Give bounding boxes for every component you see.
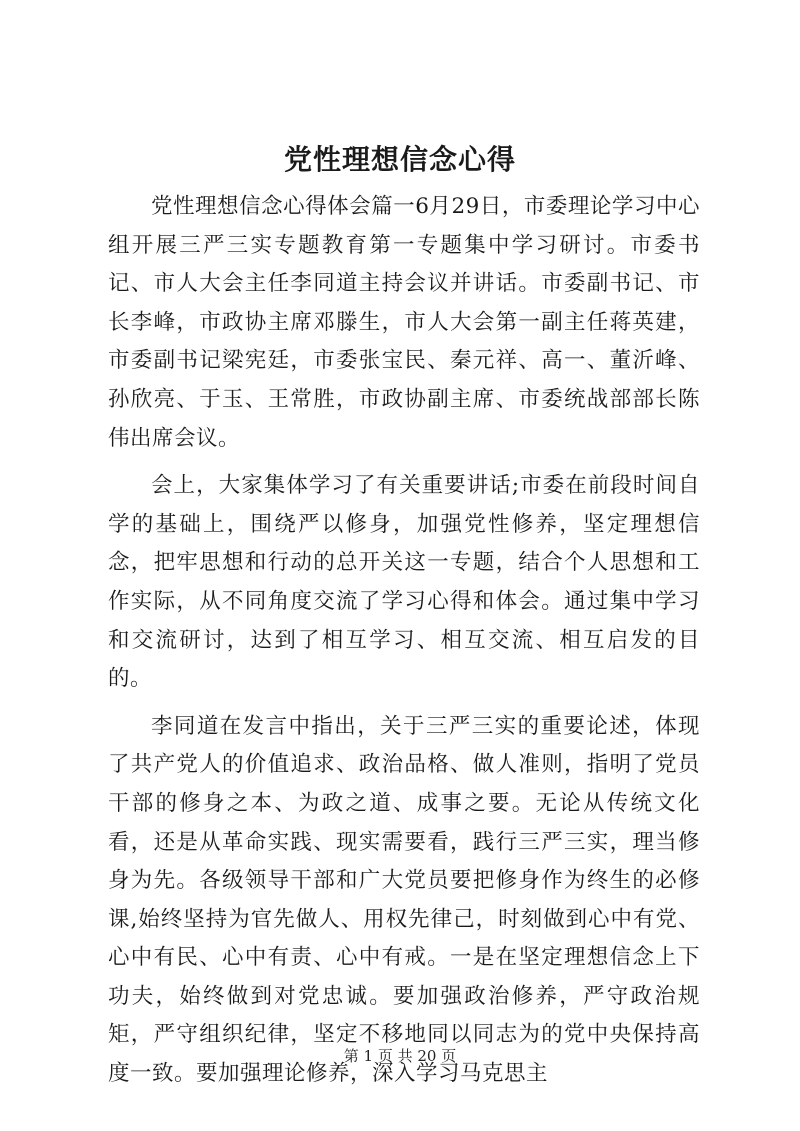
paragraph-2: 会上，大家集体学习了有关重要讲话;市委在前段时间自学的基础上，围绕严以修身，加强党性修养，坚定理想信念，把牢思想和行动的总开关这一专题，结合个人思想和工作实际，从不同角度交流了学习心得和体会。通过集中学习和交流研讨，达到了相互学习、相互交流、相互启发的目的。	[108, 473, 700, 692]
page-number-footer: 第 1 页 共 20 页	[343, 1047, 457, 1065]
paragraph-1: 党性理想信念心得体会篇一6月29日，市委理论学习中心组开展三严三实专题教育第一专题集中学习研讨。市委书记、市人大会主任李同道主持会议并讲话。市委副书记、市长李峰，市政协主席邓滕生，市人大会第一副主任蒋英建，市委副书记梁宪廷，市委张宝民、秦元祥、高一、董沂峰、孙欣亮、于玉、王常胜，市政协副主席、市委统战部部长陈伟出席会议。	[108, 194, 700, 451]
document-body	[108, 188, 700, 1094]
page-title: 党性理想信念心得	[283, 143, 516, 176]
paragraph-3: 李同道在发言中指出，关于三严三实的重要论述，体现了共产党人的价值追求、政治品格、做人准则，指明了党员干部的修身之本、为政之道、成事之要。无论从传统文化看，还是从革命实践、现实需要看，践行三严三实，理当修身为先。各级领导干部和广大党员要把修身作为终生的必修课,始终坚持为官先做人、用权先律己，时刻做到心中有党、心中有民、心中有责、心中有戒。一是在坚定理想信念上下功夫，始终做到对党忠诚。要加强政治修养，严守政治规矩，严守组织纪律，坚定不移地同以同志为的党中央保持高度一致。要加强理论修养，深入学习马克思主	[108, 713, 700, 1087]
